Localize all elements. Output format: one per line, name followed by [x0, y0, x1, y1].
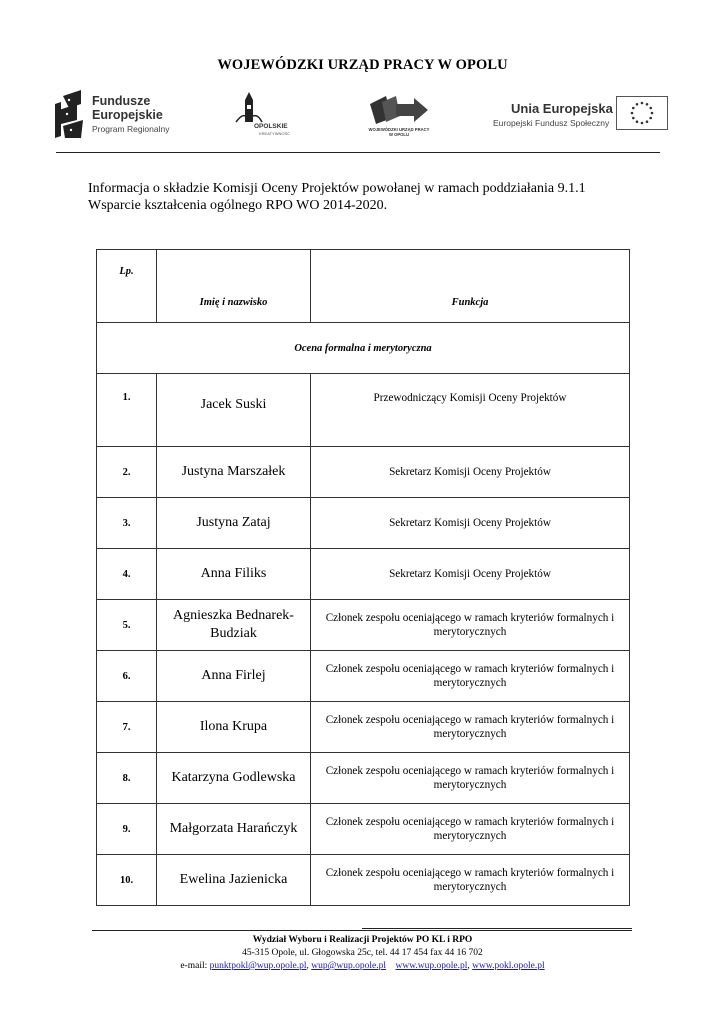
- intro-text: Informacja o składzie Komisji Oceny Projektów powołanej w ramach poddziałania 9.1.1 Wsparcie kształcenia ogólnego RPO WO 2014-2020.: [88, 181, 586, 213]
- commission-table: [96, 249, 630, 906]
- header-function: Funkcja: [311, 250, 630, 323]
- footer-address: 45-315 Opole, ul. Głogowska 25c, tel. 44 17 454 fax 44 16 702: [242, 948, 483, 958]
- table-header-row: [97, 250, 630, 323]
- opolskie-logo: OPOLSKIE KREATYWNOŚĆ: [232, 92, 304, 140]
- table-row: 5. Agnieszka Bednarek-Budziak Członek zespołu oceniającego w ramach kryteriów formalnych i merytorycznych: [97, 600, 630, 651]
- footer: [0, 934, 725, 973]
- wup-arrow-icon: [366, 94, 430, 126]
- table-row: 4. Anna Filiks Sekretarz Komisji Oceny Projektów: [97, 549, 630, 600]
- fundusze-europejskie-emblem-icon: [55, 90, 89, 138]
- email-link-punktpokl[interactable]: punktpokl@wup.opole.pl: [209, 961, 307, 971]
- footer-department: Wydział Wyboru i Realizacji Projektów PO KL i RPO: [252, 935, 473, 945]
- table-row: 6. Anna Firlej Członek zespołu oceniającego w ramach kryteriów formalnych i merytorycznych: [97, 651, 630, 702]
- header-name: Imię i nazwisko: [157, 250, 311, 323]
- table-row: 7. Ilona Krupa Członek zespołu oceniającego w ramach kryteriów formalnych i merytorycznych: [97, 702, 630, 753]
- page-title: WOJEWÓDZKI URZĄD PRACY W OPOLU: [217, 57, 508, 73]
- footer-divider-upper: [362, 928, 632, 929]
- eu-flag-icon: [616, 96, 668, 130]
- website-link-wup[interactable]: www.wup.opole.pl: [395, 961, 468, 971]
- website-link-pokl[interactable]: www.pokl.opole.pl: [472, 961, 545, 971]
- footer-divider: [92, 930, 632, 931]
- footer-contacts: e-mail: punktpokl@wup.opole.pl, wup@wup.opole.pl www.wup.opole.pl, www.pokl.opole.pl: [180, 961, 545, 971]
- unia-europejska-logo: Unia Europejska Europejski Fundusz Społeczny: [490, 96, 670, 136]
- logo-bar: [0, 88, 725, 140]
- header-lp: Lp.: [97, 250, 157, 323]
- table-row: 9. Małgorzata Harańczyk Członek zespołu oceniającego w ramach kryteriów formalnych i merytorycznych: [97, 804, 630, 855]
- table-row: 2. Justyna Marszałek Sekretarz Komisji Oceny Projektów: [97, 447, 630, 498]
- email-link-wup[interactable]: wup@wup.opole.pl: [311, 961, 386, 971]
- fundusze-europejskie-logo: Fundusze Europejskie Program Regionalny: [55, 90, 185, 138]
- header-divider: [56, 152, 660, 153]
- section-row: [97, 323, 630, 374]
- table-row: 8. Katarzyna Godlewska Członek zespołu oceniającego w ramach kryteriów formalnych i merytorycznych: [97, 753, 630, 804]
- table-row: 1. Jacek Suski Przewodniczący Komisji Oceny Projektów: [97, 374, 630, 447]
- opolskie-tower-icon: [232, 92, 304, 124]
- table-row: 3. Justyna Zataj Sekretarz Komisji Oceny Projektów: [97, 498, 630, 549]
- table-row: 10. Ewelina Jazienicka Członek zespołu oceniającego w ramach kryteriów formalnych i merytorycznych: [97, 855, 630, 906]
- wup-logo: WOJEWÓDZKI URZĄD PRACY W OPOLU: [366, 94, 430, 140]
- section-label: Ocena formalna i merytoryczna: [97, 323, 630, 374]
